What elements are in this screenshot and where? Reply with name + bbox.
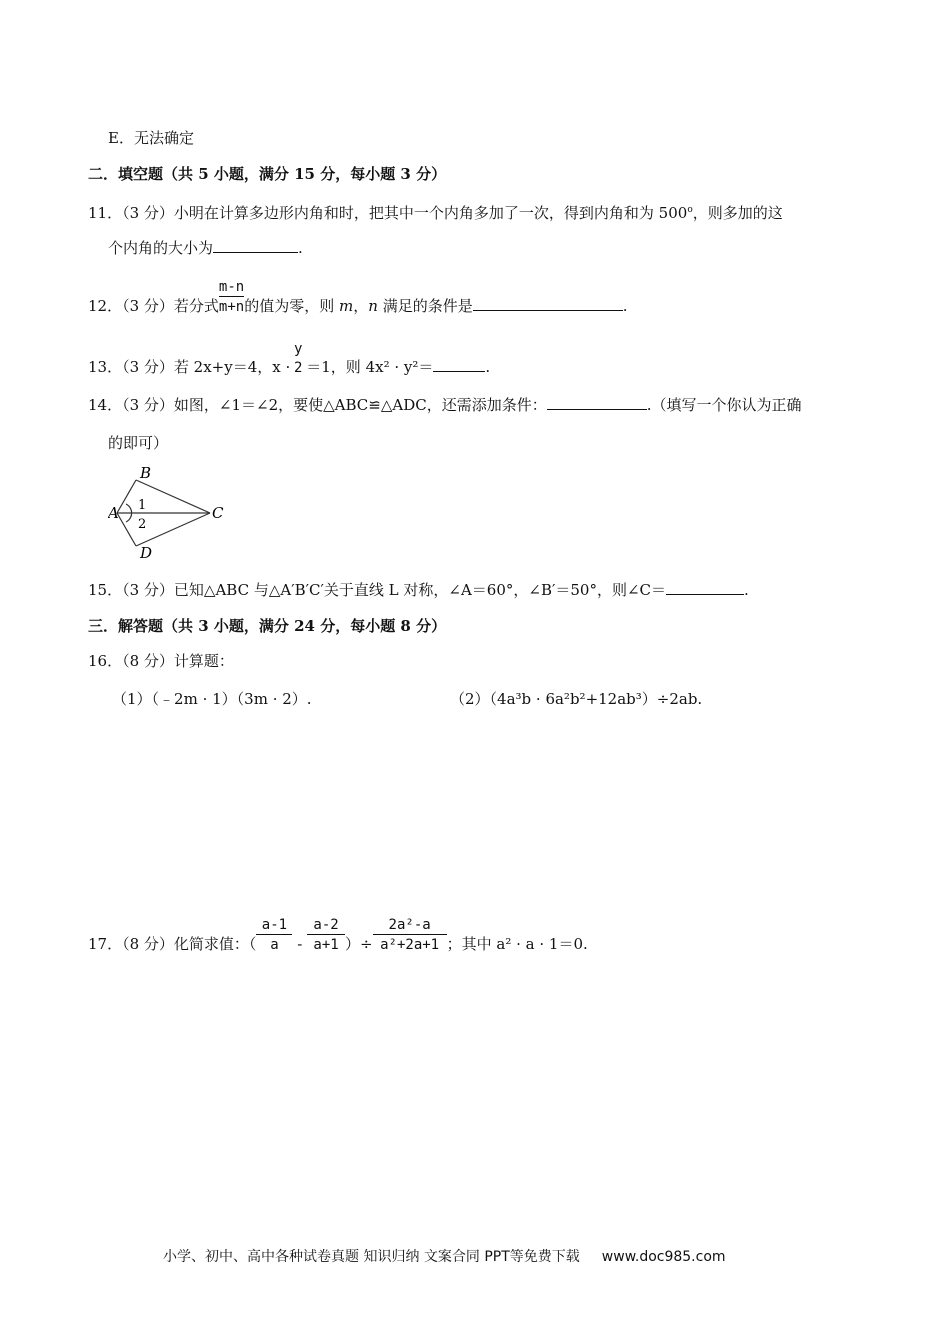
q-num: 12． (88, 297, 123, 315)
label-angle-2: 2 (138, 517, 147, 532)
fraction-denominator: 2 (294, 360, 303, 376)
q-num: 13． (88, 358, 123, 376)
footer-link[interactable]: www.doc985.com (601, 1249, 726, 1265)
segment-bc (136, 480, 210, 513)
q-num: 11． (88, 204, 123, 222)
q-score: （3 分） (122, 581, 174, 599)
q-num: 14． (88, 396, 123, 414)
page-footer (163, 1246, 726, 1266)
segment-ad (117, 513, 136, 546)
fraction-denominator: a (270, 937, 279, 953)
question-14 (88, 395, 802, 415)
answer-blank[interactable] (473, 296, 623, 311)
q-text: .（填写一个你认为正确 (646, 396, 802, 414)
q-text: ；其中 a² · a · 1＝0. (446, 935, 588, 953)
fraction-2 (307, 917, 345, 955)
label-angle-1: 1 (138, 498, 147, 513)
q-text: 满足的条件是 (377, 297, 473, 315)
question-11-cont (108, 238, 303, 258)
q-text: 计算题： (173, 652, 234, 670)
q-text: 个内角的大小为 (108, 239, 214, 257)
q-score: （3 分） (122, 204, 174, 222)
label-c: C (212, 504, 224, 522)
question-17 (88, 917, 588, 955)
degree-sup: o (687, 205, 693, 215)
q-end: . (622, 297, 628, 315)
segment-ab (117, 480, 136, 513)
fraction-1 (256, 917, 292, 955)
fraction-3 (373, 917, 447, 955)
fraction-denominator: a+1 (313, 937, 339, 953)
question-13 (88, 341, 491, 378)
fraction-numerator: a-1 (256, 916, 292, 935)
q-text: 若分式 (173, 297, 219, 315)
geometry-figure (108, 462, 238, 562)
q-text: 小明在计算多边形内角和时，把其中一个内角多加了一次，得到内角和为 500 (173, 204, 688, 222)
section2-title: 二．填空题（共 5 小题，满分 15 分，每小题 3 分） (88, 165, 447, 183)
fraction-numerator: a-2 (307, 916, 345, 935)
question-12 (88, 279, 628, 317)
q-text: ，则多加的这 (692, 204, 783, 222)
q-text: 若 2x+y＝4，x · (173, 358, 291, 376)
var-m: m (339, 297, 354, 315)
question-16 (88, 651, 234, 671)
fraction-numerator: y (294, 341, 303, 357)
fraction-numerator: 2a²-a (373, 916, 447, 935)
label-b: B (140, 464, 152, 482)
var-n: n (368, 297, 378, 315)
question-16-part2: （2）（4a³b · 6a²b²+12ab³）÷2ab. (450, 690, 703, 708)
q-num: 16． (88, 652, 123, 670)
segment-dc (136, 513, 210, 546)
answer-blank[interactable] (547, 395, 647, 410)
q-text: ， (353, 297, 369, 315)
section3-title: 三．解答题（共 3 小题，满分 24 分，每小题 8 分） (88, 617, 447, 635)
q-num: 15． (88, 581, 123, 599)
q-score: （3 分） (122, 396, 174, 414)
paren-close-divide: ）÷ (345, 935, 373, 953)
fraction-denominator: m+n (218, 299, 245, 315)
fraction (218, 279, 245, 317)
fraction-denominator: a²+2a+1 (380, 937, 440, 953)
q-end: . (744, 581, 749, 599)
q-num: 17． (88, 935, 123, 953)
q-end: . (485, 358, 491, 376)
label-a: A (108, 504, 119, 522)
answer-blank[interactable] (666, 580, 744, 595)
question-15 (88, 580, 749, 600)
question-11 (88, 200, 783, 223)
question-16-part1: （1）（﹣2m · 1）（3m · 2）. (112, 690, 312, 708)
q-text: 化简求值： (173, 935, 249, 953)
paren-open: （ (248, 935, 257, 953)
q-text: ＝1，则 4x² · y²＝ (306, 358, 434, 376)
fraction-numerator: m-n (218, 279, 245, 295)
q-text: 如图，∠1＝∠2，要使△ABC≌△ADC，还需添加条件： (173, 396, 547, 414)
q-score: （8 分） (122, 652, 174, 670)
q-score: （3 分） (122, 358, 174, 376)
minus-sign: - (292, 935, 308, 953)
q-score: （3 分） (122, 297, 174, 315)
option-e: E．无法确定 (108, 129, 194, 147)
label-d: D (140, 544, 153, 562)
footer-text: 小学、初中、高中各种试卷真题 知识归纳 文案合同 PPT等免费下载 (163, 1249, 580, 1265)
question-14-cont: 的即可） (108, 434, 169, 452)
q-text: 已知△ABC 与△A′B′C′关于直线 L 对称，∠A＝60°，∠B′＝50°，则∠C＝ (173, 581, 667, 599)
q-end: . (298, 239, 303, 257)
fraction (290, 341, 306, 378)
q-text: 的值为零，则 (244, 297, 339, 315)
q-score: （8 分） (122, 935, 174, 953)
answer-blank[interactable] (433, 357, 485, 372)
answer-blank[interactable] (213, 238, 298, 253)
